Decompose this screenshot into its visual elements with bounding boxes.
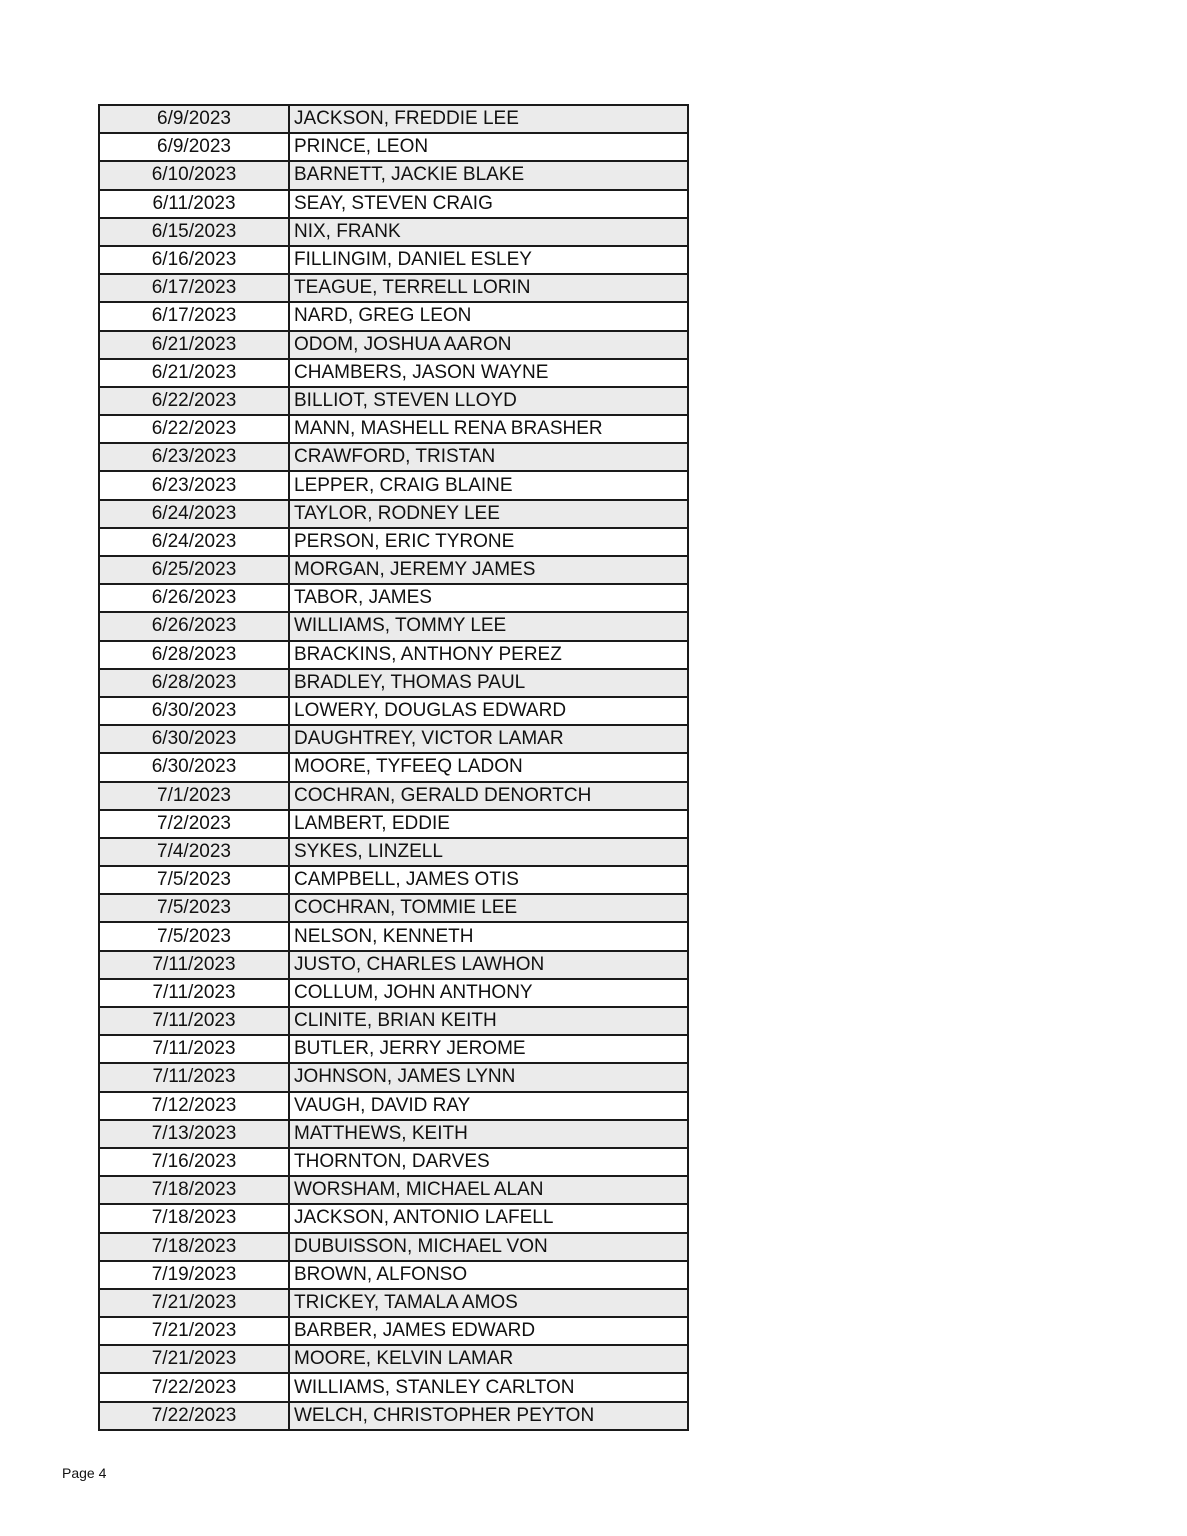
date-cell: 6/25/2023 [99,556,289,584]
date-cell: 7/18/2023 [99,1204,289,1232]
date-cell: 6/11/2023 [99,190,289,218]
table-row [99,105,688,133]
date-cell: 7/11/2023 [99,979,289,1007]
date-cell: 6/10/2023 [99,161,289,189]
table-row [99,556,688,584]
table-row [99,1204,688,1232]
date-cell: 6/22/2023 [99,415,289,443]
table-row [99,725,688,753]
table-row [99,387,688,415]
date-cell: 6/21/2023 [99,359,289,387]
name-cell: ODOM, JOSHUA AARON [289,331,688,359]
table-row [99,471,688,499]
name-cell: CHAMBERS, JASON WAYNE [289,359,688,387]
name-cell: BARNETT, JACKIE BLAKE [289,161,688,189]
date-cell: 7/11/2023 [99,1063,289,1091]
date-cell: 6/17/2023 [99,274,289,302]
date-cell: 7/5/2023 [99,894,289,922]
table-row [99,246,688,274]
table-row [99,133,688,161]
table-row [99,669,688,697]
table-row [99,1092,688,1120]
name-cell: COCHRAN, GERALD DENORTCH [289,782,688,810]
table-row [99,1402,688,1430]
date-cell: 6/24/2023 [99,528,289,556]
date-cell: 7/21/2023 [99,1345,289,1373]
page-number: Page 4 [62,1465,107,1481]
date-cell: 6/16/2023 [99,246,289,274]
table-row [99,1148,688,1176]
name-cell: MANN, MASHELL RENA BRASHER [289,415,688,443]
table-row [99,894,688,922]
date-cell: 7/11/2023 [99,1035,289,1063]
name-cell: MATTHEWS, KEITH [289,1120,688,1148]
date-cell: 7/11/2023 [99,1007,289,1035]
name-cell: JACKSON, ANTONIO LAFELL [289,1204,688,1232]
table-row [99,1373,688,1401]
date-cell: 6/23/2023 [99,471,289,499]
date-cell: 7/11/2023 [99,951,289,979]
table-row [99,1345,688,1373]
table-row [99,218,688,246]
date-cell: 6/30/2023 [99,697,289,725]
name-cell: TRICKEY, TAMALA AMOS [289,1289,688,1317]
name-cell: COCHRAN, TOMMIE LEE [289,894,688,922]
name-cell: LAMBERT, EDDIE [289,810,688,838]
table-row [99,1261,688,1289]
name-cell: CLINITE, BRIAN KEITH [289,1007,688,1035]
table-row [99,810,688,838]
name-cell: BARBER, JAMES EDWARD [289,1317,688,1345]
table-row [99,1007,688,1035]
table-row [99,1233,688,1261]
table-row [99,359,688,387]
name-cell: PERSON, ERIC TYRONE [289,528,688,556]
table-row [99,979,688,1007]
table-row [99,641,688,669]
name-cell: FILLINGIM, DANIEL ESLEY [289,246,688,274]
table-row [99,697,688,725]
name-cell: MOORE, TYFEEQ LADON [289,753,688,781]
date-cell: 7/5/2023 [99,922,289,950]
name-cell: COLLUM, JOHN ANTHONY [289,979,688,1007]
name-cell: SYKES, LINZELL [289,838,688,866]
name-cell: LOWERY, DOUGLAS EDWARD [289,697,688,725]
name-cell: JUSTO, CHARLES LAWHON [289,951,688,979]
table-row [99,302,688,330]
name-cell: CRAWFORD, TRISTAN [289,443,688,471]
date-cell: 7/4/2023 [99,838,289,866]
table-row [99,584,688,612]
table-row [99,500,688,528]
table-row [99,528,688,556]
name-cell: NIX, FRANK [289,218,688,246]
table-row [99,1176,688,1204]
table-row [99,161,688,189]
name-cell: DAUGHTREY, VICTOR LAMAR [289,725,688,753]
name-cell: BRADLEY, THOMAS PAUL [289,669,688,697]
name-cell: BUTLER, JERRY JEROME [289,1035,688,1063]
table-row [99,753,688,781]
name-cell: BRACKINS, ANTHONY PEREZ [289,641,688,669]
name-cell: JACKSON, FREDDIE LEE [289,105,688,133]
date-cell: 6/15/2023 [99,218,289,246]
name-cell: WORSHAM, MICHAEL ALAN [289,1176,688,1204]
table-row [99,838,688,866]
date-cell: 6/24/2023 [99,500,289,528]
table-row [99,1063,688,1091]
date-cell: 7/19/2023 [99,1261,289,1289]
name-cell: MORGAN, JEREMY JAMES [289,556,688,584]
date-cell: 7/1/2023 [99,782,289,810]
date-cell: 6/9/2023 [99,133,289,161]
name-cell: NARD, GREG LEON [289,302,688,330]
date-cell: 7/21/2023 [99,1289,289,1317]
table-row [99,415,688,443]
name-cell: NELSON, KENNETH [289,922,688,950]
name-cell: DUBUISSON, MICHAEL VON [289,1233,688,1261]
name-cell: WILLIAMS, STANLEY CARLTON [289,1373,688,1401]
date-cell: 7/16/2023 [99,1148,289,1176]
date-cell: 6/21/2023 [99,331,289,359]
table-row [99,190,688,218]
date-cell: 6/9/2023 [99,105,289,133]
date-cell: 6/17/2023 [99,302,289,330]
date-cell: 7/18/2023 [99,1233,289,1261]
date-cell: 6/23/2023 [99,443,289,471]
table-row [99,782,688,810]
date-name-table [98,104,689,1431]
date-cell: 7/12/2023 [99,1092,289,1120]
table-row [99,331,688,359]
table-row [99,1317,688,1345]
name-cell: WILLIAMS, TOMMY LEE [289,612,688,640]
table-row [99,1289,688,1317]
date-cell: 7/21/2023 [99,1317,289,1345]
date-cell: 6/30/2023 [99,725,289,753]
date-cell: 6/28/2023 [99,669,289,697]
date-cell: 7/5/2023 [99,866,289,894]
name-cell: BILLIOT, STEVEN LLOYD [289,387,688,415]
table-row [99,443,688,471]
table-body [99,105,688,1430]
name-cell: BROWN, ALFONSO [289,1261,688,1289]
name-cell: TABOR, JAMES [289,584,688,612]
name-cell: TAYLOR, RODNEY LEE [289,500,688,528]
date-cell: 6/26/2023 [99,584,289,612]
name-cell: PRINCE, LEON [289,133,688,161]
name-cell: TEAGUE, TERRELL LORIN [289,274,688,302]
name-cell: MOORE, KELVIN LAMAR [289,1345,688,1373]
table-row [99,951,688,979]
name-cell: VAUGH, DAVID RAY [289,1092,688,1120]
name-cell: JOHNSON, JAMES LYNN [289,1063,688,1091]
name-cell: CAMPBELL, JAMES OTIS [289,866,688,894]
date-cell: 7/22/2023 [99,1373,289,1401]
date-cell: 7/2/2023 [99,810,289,838]
name-cell: THORNTON, DARVES [289,1148,688,1176]
date-cell: 6/28/2023 [99,641,289,669]
table-row [99,1035,688,1063]
date-cell: 6/26/2023 [99,612,289,640]
name-cell: SEAY, STEVEN CRAIG [289,190,688,218]
table-row [99,866,688,894]
table-row [99,922,688,950]
date-cell: 7/22/2023 [99,1402,289,1430]
table-row [99,1120,688,1148]
table-row [99,612,688,640]
date-cell: 7/18/2023 [99,1176,289,1204]
date-cell: 7/13/2023 [99,1120,289,1148]
date-cell: 6/30/2023 [99,753,289,781]
name-cell: LEPPER, CRAIG BLAINE [289,471,688,499]
date-cell: 6/22/2023 [99,387,289,415]
table-row [99,274,688,302]
name-cell: WELCH, CHRISTOPHER PEYTON [289,1402,688,1430]
